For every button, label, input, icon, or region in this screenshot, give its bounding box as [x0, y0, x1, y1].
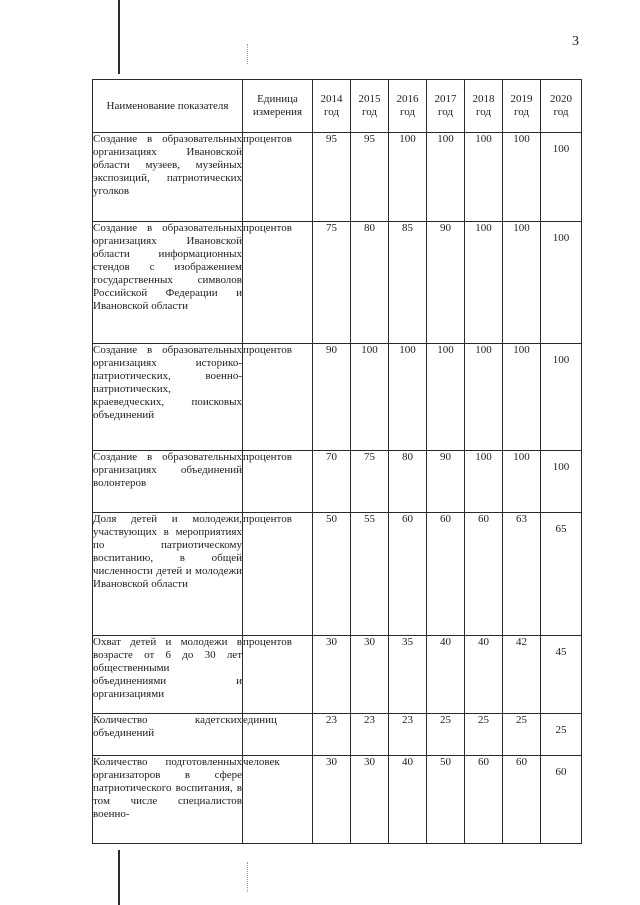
unit-cell: процентов — [243, 513, 313, 636]
header-year: 2015 год — [351, 80, 389, 133]
table-header-row — [93, 80, 582, 133]
value-cell: 90 — [427, 222, 465, 344]
value-cell: 60 — [465, 513, 503, 636]
table-row — [93, 451, 582, 513]
value-cell: 30 — [351, 756, 389, 844]
unit-cell: процентов — [243, 636, 313, 714]
value-cell: 50 — [313, 513, 351, 636]
value-cell: 25 — [465, 714, 503, 756]
value-cell: 50 — [427, 756, 465, 844]
value-cell: 75 — [351, 451, 389, 513]
value-cell: 23 — [313, 714, 351, 756]
indicator-name: Количество подготовленных организаторов в сфере патриотического воспитания, в том числе специалистов военно- — [93, 756, 243, 844]
value-cell: 90 — [313, 344, 351, 451]
value-cell: 100 — [389, 133, 427, 222]
value-cell: 100 — [351, 344, 389, 451]
value-cell: 85 — [389, 222, 427, 344]
value-cell: 30 — [313, 636, 351, 714]
indicator-name: Создание в образовательных организациях историко-патриотических, военно-патриотических, краеведческих, поисковых объединений — [93, 344, 243, 451]
value-cell: 40 — [465, 636, 503, 714]
value-cell: 100 — [427, 344, 465, 451]
table-row — [93, 133, 582, 222]
value-cell: 70 — [313, 451, 351, 513]
value-cell: 100 — [465, 451, 503, 513]
indicator-name: Количество кадетских объединений — [93, 714, 243, 756]
value-cell: 100 — [465, 133, 503, 222]
value-cell: 95 — [313, 133, 351, 222]
value-cell: 95 — [351, 133, 389, 222]
value-cell: 60 — [389, 513, 427, 636]
unit-cell: процентов — [243, 133, 313, 222]
value-cell: 60 — [503, 756, 541, 844]
value-cell: 23 — [389, 714, 427, 756]
value-cell: 100 — [465, 222, 503, 344]
scan-edge-line-top — [118, 0, 120, 74]
value-cell: 45 — [541, 636, 582, 714]
header-year: 2014 год — [313, 80, 351, 133]
value-cell: 100 — [541, 344, 582, 451]
value-cell: 100 — [503, 133, 541, 222]
value-cell: 100 — [389, 344, 427, 451]
page-number: 3 — [572, 34, 579, 49]
indicator-name: Создание в образовательных организациях объединений волонтеров — [93, 451, 243, 513]
table-row — [93, 344, 582, 451]
value-cell: 60 — [465, 756, 503, 844]
table-row — [93, 756, 582, 844]
value-cell: 40 — [389, 756, 427, 844]
table-row — [93, 714, 582, 756]
header-year: 2016 год — [389, 80, 427, 133]
header-year: 2019 год — [503, 80, 541, 133]
indicator-name: Охват детей и молодежи в возрасте от 6 до 30 лет общественными объединениями и организациями — [93, 636, 243, 714]
value-cell: 100 — [503, 222, 541, 344]
value-cell: 42 — [503, 636, 541, 714]
table-row — [93, 636, 582, 714]
value-cell: 25 — [541, 714, 582, 756]
table-row — [93, 222, 582, 344]
value-cell: 55 — [351, 513, 389, 636]
value-cell: 40 — [427, 636, 465, 714]
indicator-name: Создание в образовательных организациях Ивановской области информационных стендов с изображением государственных символов Российской Федерации и Ивановской области — [93, 222, 243, 344]
value-cell: 63 — [503, 513, 541, 636]
value-cell: 100 — [503, 451, 541, 513]
value-cell: 25 — [503, 714, 541, 756]
value-cell: 65 — [541, 513, 582, 636]
scan-dotted-mark-bottom — [247, 862, 248, 892]
value-cell: 23 — [351, 714, 389, 756]
unit-cell: человек — [243, 756, 313, 844]
value-cell: 25 — [427, 714, 465, 756]
unit-cell: единиц — [243, 714, 313, 756]
header-year: 2018 год — [465, 80, 503, 133]
scan-edge-line-bottom — [118, 850, 120, 905]
unit-cell: процентов — [243, 222, 313, 344]
indicator-name: Создание в образовательных организациях Ивановской области музеев, музейных экспозиций, патриотических уголков — [93, 133, 243, 222]
value-cell: 60 — [427, 513, 465, 636]
value-cell: 100 — [465, 344, 503, 451]
indicator-name: Доля детей и молодежи, участвующих в мероприятиях по патриотическому воспитанию, в общей численности детей и молодежи Ивановской области — [93, 513, 243, 636]
value-cell: 75 — [313, 222, 351, 344]
unit-cell: процентов — [243, 451, 313, 513]
value-cell: 100 — [503, 344, 541, 451]
value-cell: 30 — [351, 636, 389, 714]
scan-dotted-mark-top — [247, 44, 248, 64]
value-cell: 100 — [541, 133, 582, 222]
value-cell: 80 — [389, 451, 427, 513]
value-cell: 100 — [427, 133, 465, 222]
value-cell: 100 — [541, 451, 582, 513]
header-unit: Единица измерения — [243, 80, 313, 133]
indicators-table — [92, 79, 582, 844]
header-year: 2020 год — [541, 80, 582, 133]
unit-cell: процентов — [243, 344, 313, 451]
value-cell: 80 — [351, 222, 389, 344]
header-year: 2017 год — [427, 80, 465, 133]
value-cell: 60 — [541, 756, 582, 844]
value-cell: 100 — [541, 222, 582, 344]
value-cell: 35 — [389, 636, 427, 714]
value-cell: 30 — [313, 756, 351, 844]
value-cell: 90 — [427, 451, 465, 513]
table-row — [93, 513, 582, 636]
header-indicator-name: Наименование показателя — [93, 80, 243, 133]
